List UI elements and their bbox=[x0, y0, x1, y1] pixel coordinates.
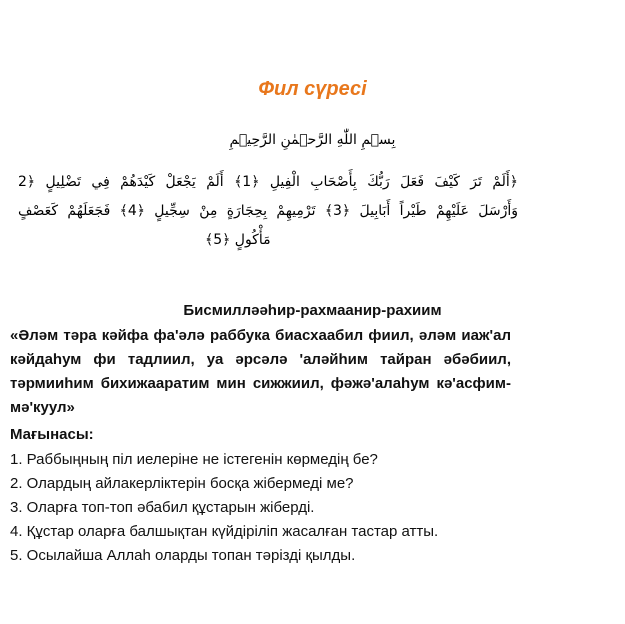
meaning-item: 5. Осылайша Аллаһ оларды топан тәрізді қылды. bbox=[10, 547, 356, 564]
meaning-item: 1. Раббыңның піл иелеріне не істегенін көрмедің бе? bbox=[10, 451, 378, 468]
meaning-item: 3. Оларға топ-топ әбабил құстарын жіберді. bbox=[10, 499, 315, 516]
arabic-verse-line-3: مَأْكُولٍ ﴿5﴾ bbox=[205, 232, 271, 248]
meaning-item: 4. Құстар оларға балшықтан күйдіріліп жасалған тастар атты. bbox=[10, 523, 439, 540]
surah-title: Фил сүресі bbox=[258, 78, 367, 100]
meaning-list bbox=[10, 448, 511, 568]
arabic-verse-line-1: ﴿أَلَمْ تَرَ كَيْفَ فَعَلَ رَبُّكَ بِأَصْحَابِ الْفِيلِ ﴿1﴾ أَلَمْ يَجْعَلْ كَيْدَهُمْ فِي تَضْلِيلٍ ﴿2 bbox=[18, 174, 519, 190]
basmala: بِسۡمِ اللّٰهِ الرَّحۡمٰنِ الرَّحِيۡمِ bbox=[229, 132, 396, 148]
transliteration-text: «Әләм тәра кәйфа фа'әлә раббука биасхаабил фиил, әләм иаж'ал кәйдаһум фи тадлиил, уа әрсәлә 'аләйһим тайран әбәбиил, тәрмииһим бихижааратим мин сижжиил, фәжә'алаһум кә'асфим-мә'куул» bbox=[10, 327, 511, 416]
meaning-item: 2. Олардың айлакерліктерін босқа жібермеді ме? bbox=[10, 475, 354, 492]
arabic-verse-line-2: وَأَرْسَلَ عَلَيْهِمْ طَيْراً أَبَابِيلَ ﴿3﴾ تَرْمِيهِمْ بِحِجَارَةٍ مِنْ سِجِّيلٍ ﴿4﴾ فَجَعَلَهُمْ كَعَصْفٍ bbox=[18, 203, 519, 219]
meaning-heading: Мағынасы: bbox=[10, 426, 94, 443]
transliteration-heading: Бисмилләәһир-рахмаанир-рахиим bbox=[183, 302, 442, 319]
